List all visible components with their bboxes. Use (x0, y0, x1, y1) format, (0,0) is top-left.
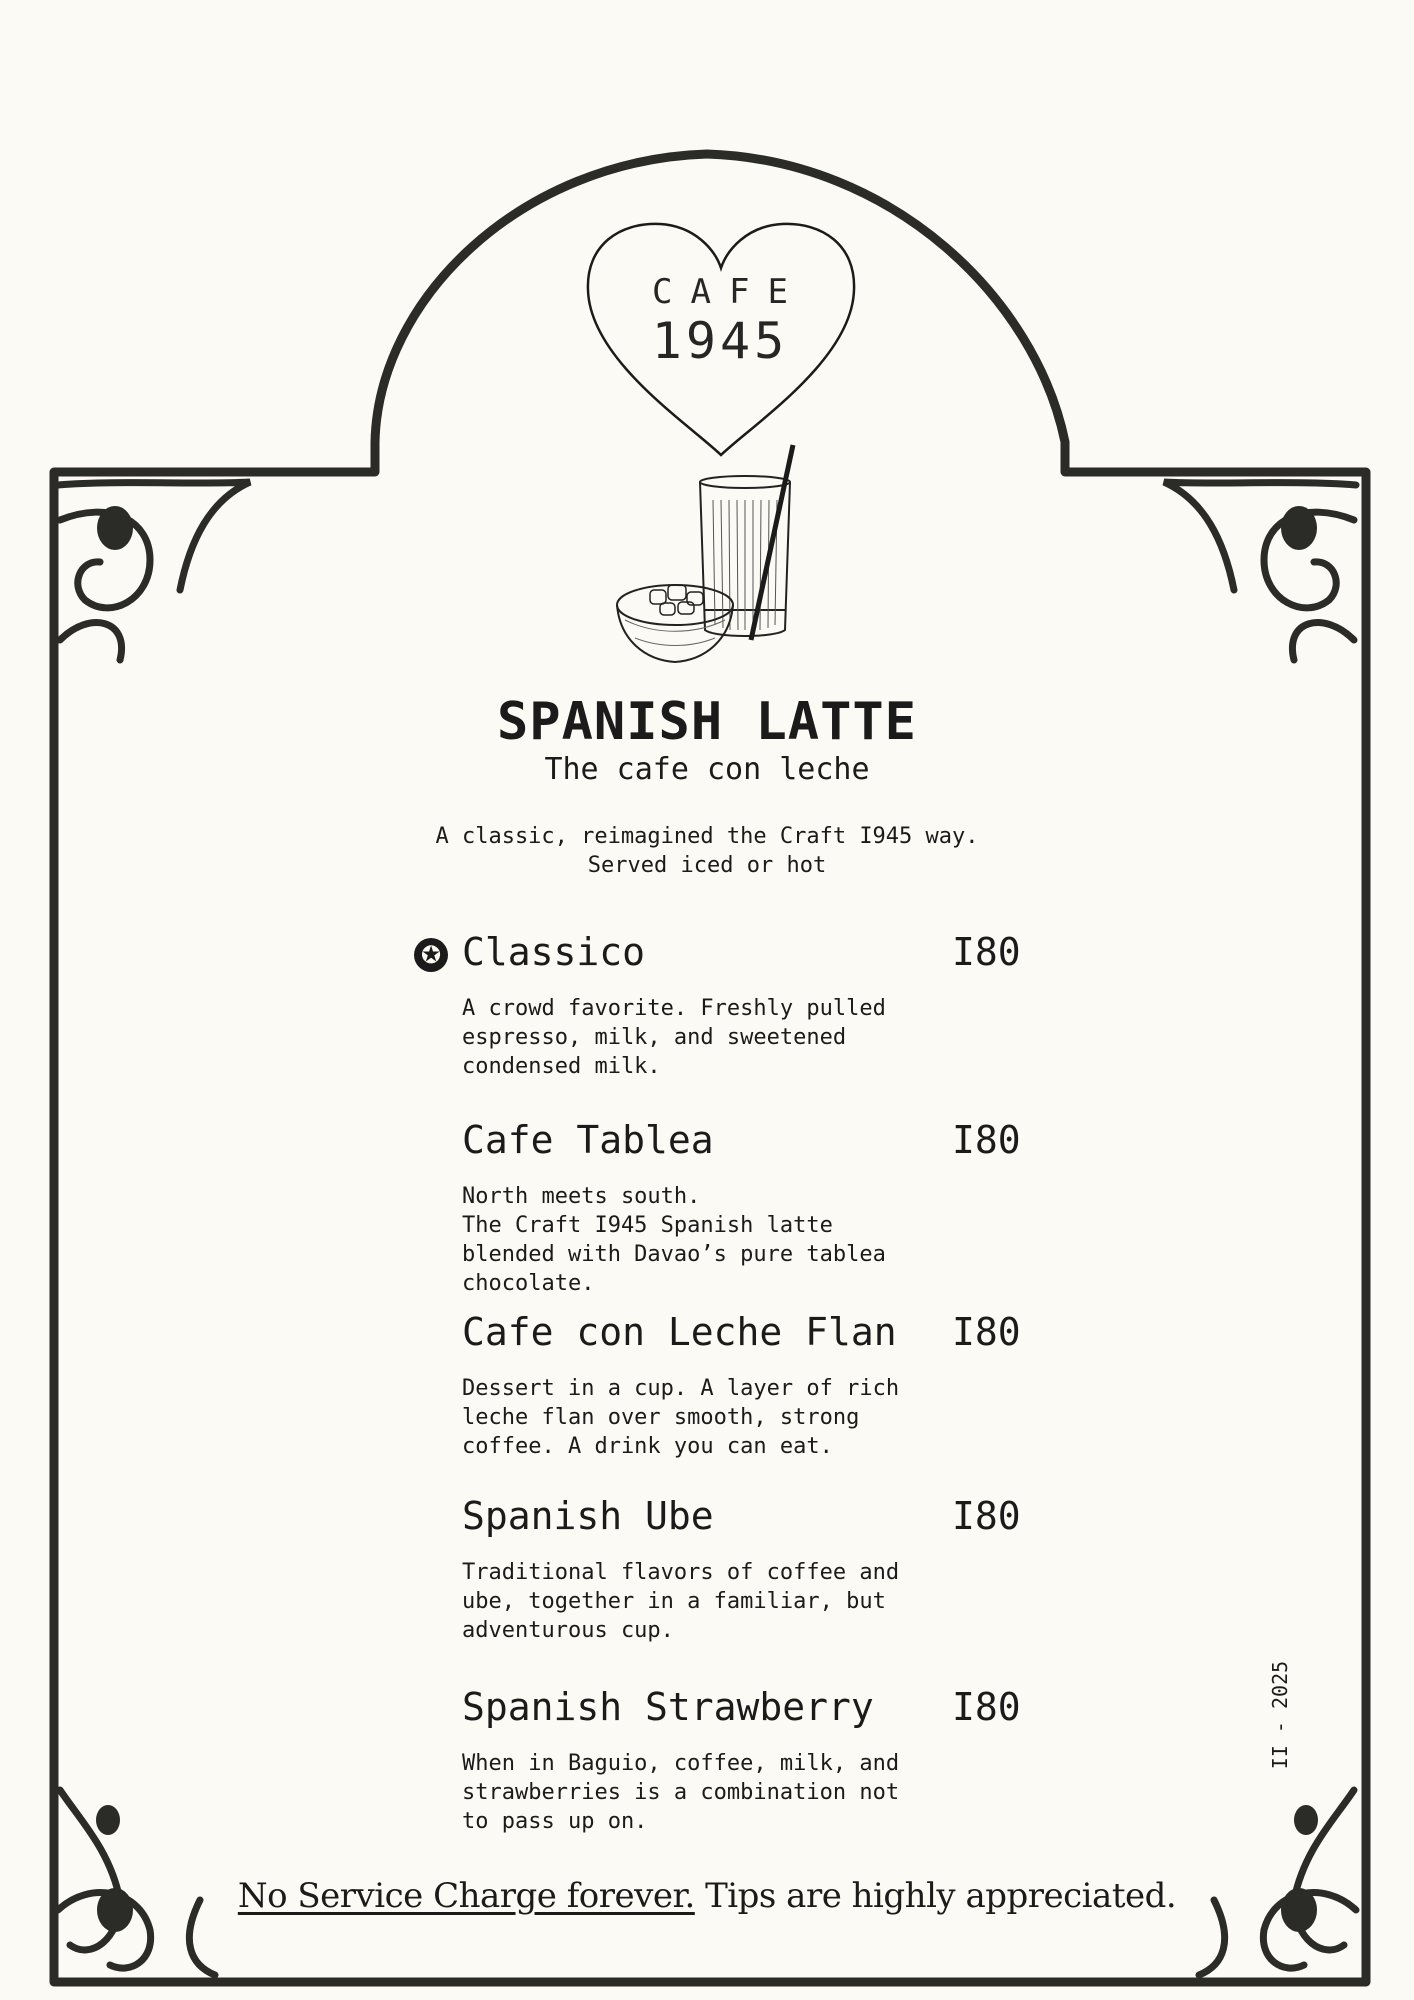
logo-word: CAFE (652, 272, 806, 312)
flourish-top-right (1164, 482, 1356, 660)
menu-item-description: Dessert in a cup. A layer of rich leche flan over smooth, strong coffee. A drink you can eat. (462, 1376, 900, 1459)
menu-item-description: A crowd favorite. Freshly pulled espresso, milk, and sweetened condensed milk. (462, 996, 886, 1079)
star-icon: ✪ (414, 938, 448, 972)
intro-line-1: A classic, reimagined the Craft I945 way. (435, 824, 979, 849)
logo-year: 1945 (651, 312, 789, 370)
menu-item-price: I80 (952, 1310, 1021, 1354)
footer-rest-text: Tips are highly appreciated. (694, 1876, 1177, 1916)
edition-label: II - 2025 (1268, 1660, 1292, 1770)
glass-rim (700, 476, 790, 488)
menu-item-name: Cafe con Leche Flan (462, 1310, 897, 1354)
flourish-top-left (58, 482, 250, 660)
menu-item-price: I80 (952, 1118, 1021, 1162)
menu-item-name: Spanish Ube (462, 1494, 714, 1538)
intro-line-2: Served iced or hot (587, 853, 827, 878)
menu-item-price: I80 (952, 1685, 1021, 1729)
page-title: SPANISH LATTE (497, 692, 917, 752)
latte-glass-illustration (605, 440, 815, 670)
footer-note (0, 1876, 1414, 1916)
menu-item-description: North meets south. The Craft I945 Spanish latte blended with Davao’s pure tablea chocolate. (462, 1184, 886, 1296)
menu-item-price: I80 (952, 1494, 1021, 1538)
menu-item-description: Traditional flavors of coffee and ube, together in a familiar, but adventurous cup. (462, 1560, 900, 1643)
menu-item-name: Classico (462, 930, 646, 974)
menu-item-description: When in Baguio, coffee, milk, and strawberries is a combination not to pass up on. (462, 1751, 900, 1834)
footer-underlined-text: No Service Charge forever. (237, 1876, 695, 1916)
menu-item-price: I80 (952, 930, 1021, 974)
menu-item-name: Cafe Tablea (462, 1118, 714, 1162)
page-subtitle: The cafe con leche (544, 752, 870, 787)
menu-item-name: Spanish Strawberry (462, 1685, 874, 1729)
